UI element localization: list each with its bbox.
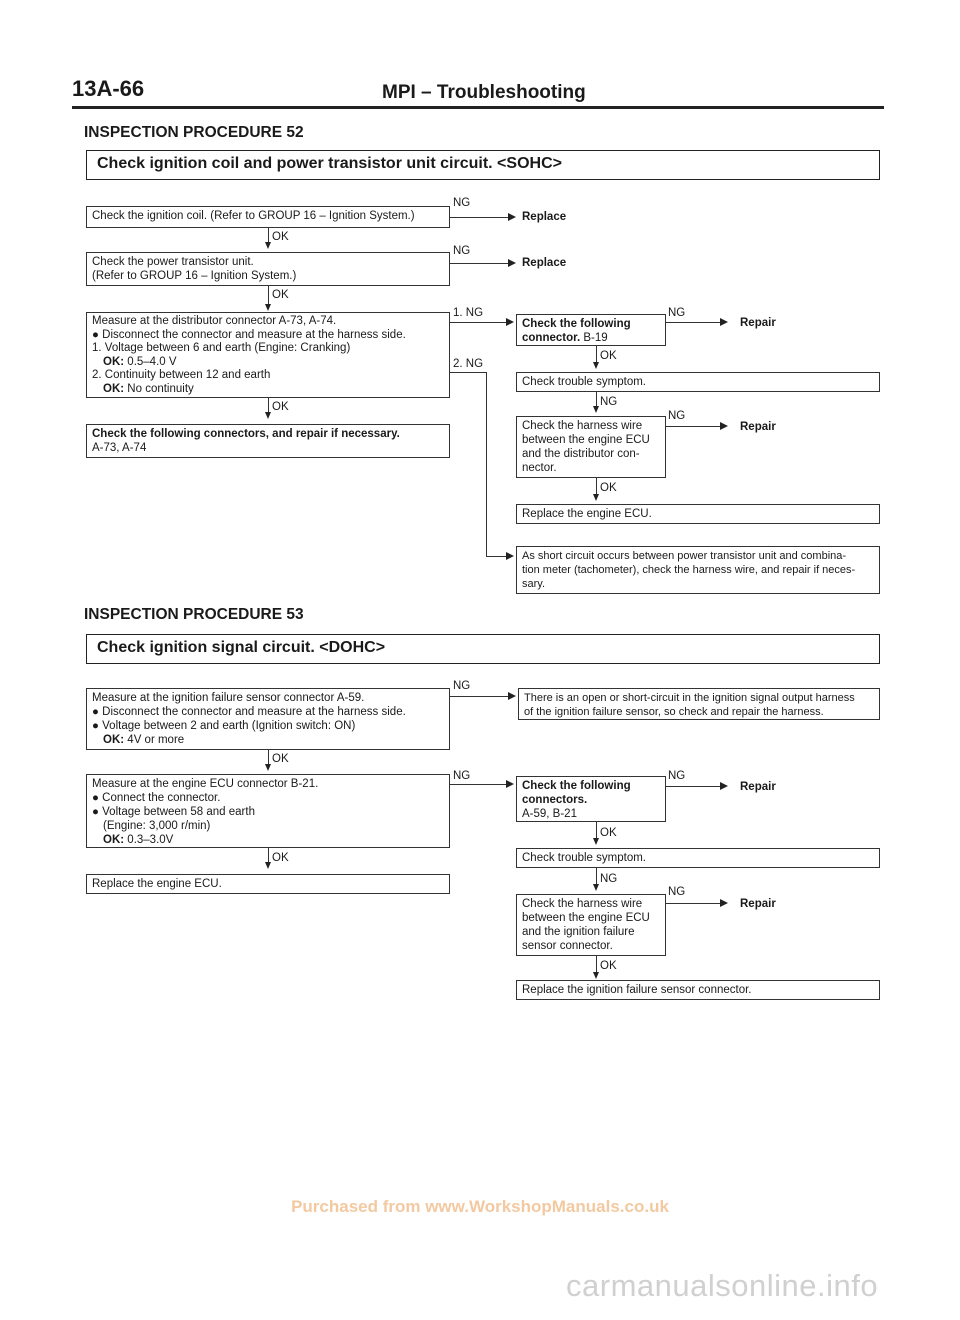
- proc52-step2-ng: NG: [453, 245, 471, 257]
- proc53-step2-line2: ● Connect the connector.: [92, 792, 221, 804]
- arrow-down-icon: [593, 972, 599, 979]
- proc52-step3-ok1-value: 0.5–4.0 V: [127, 355, 177, 368]
- proc53-step1-box: [86, 688, 450, 750]
- connector-line: [450, 322, 508, 323]
- proc53-step2-ok-value: 0.3–3.0V: [127, 834, 174, 846]
- proc52-conn-box: [516, 314, 666, 346]
- proc52-step3-line1: Measure at the distributor connector A-73, A-74.: [92, 315, 337, 327]
- proc53-step2-ng: NG: [453, 770, 471, 782]
- connector-line: [486, 372, 487, 556]
- watermark-text: Purchased from www.WorkshopManuals.co.uk: [291, 1197, 669, 1216]
- arrow-right-icon: [506, 552, 514, 560]
- proc53-harness-ng: NG: [668, 886, 686, 898]
- proc52-step2-line1: Check the power transistor unit.: [92, 256, 254, 268]
- connector-line: [450, 217, 508, 218]
- proc53-step1-ok: OK: [272, 753, 289, 765]
- proc53-conn-line1: Check the following: [522, 780, 631, 792]
- arrow-right-icon: [720, 782, 728, 790]
- proc53-harness-line3: and the ignition failure: [522, 926, 635, 938]
- proc52-harness-line3: and the distributor con-: [522, 448, 640, 460]
- proc52-trouble-box: [516, 372, 880, 392]
- arrow-down-icon: [593, 406, 599, 413]
- proc52-step4-line1: Check the following connectors, and repair if necessary.: [92, 428, 400, 440]
- arrow-down-icon: [265, 304, 271, 311]
- proc52-step3-line2: ● Disconnect the connector and measure at the harness side.: [92, 328, 406, 341]
- connector-line: [666, 426, 720, 427]
- proc52-step2-replace: Replace: [522, 257, 567, 269]
- proc53-step2-ok: OK: [272, 852, 289, 864]
- proc53-harness-line1: Check the harness wire: [522, 898, 643, 910]
- proc53-trouble-ng: NG: [600, 873, 618, 885]
- proc52-conn-line2: connector.: [522, 332, 581, 344]
- proc52-trouble-ng: NG: [600, 396, 618, 408]
- arrow-down-icon: [593, 494, 599, 501]
- proc52-short-line1: As short circuit occurs between power transistor unit and combina-: [522, 550, 847, 562]
- proc53-conn-line2: connectors.: [522, 794, 588, 806]
- proc52-short-line3: sary.: [522, 578, 546, 590]
- proc52-harness-ng: NG: [668, 410, 686, 422]
- proc53-replace-sensor-text: Replace the ignition failure sensor connector.: [522, 984, 752, 996]
- arrow-down-icon: [265, 412, 271, 419]
- proc52-replace-ecu-box: [516, 504, 880, 524]
- proc53-step1-line2: ● Disconnect the connector and measure at the harness side.: [92, 706, 406, 718]
- arrow-right-icon: [720, 899, 728, 907]
- header-rule: [72, 106, 884, 109]
- proc52-step4-box: [86, 424, 450, 458]
- proc52-harness-line2: between the engine ECU: [522, 434, 650, 446]
- page-number: 13A-66: [72, 76, 145, 101]
- connector-line: [666, 903, 720, 904]
- arrow-down-icon: [265, 862, 271, 869]
- connector-line: [268, 286, 269, 306]
- proc53-title: Check ignition signal circuit. <DOHC>: [86, 634, 880, 664]
- proc53-conn-ok: OK: [600, 827, 617, 839]
- connector-line: [450, 263, 508, 264]
- proc52-step3-ok2-label: OK:: [103, 382, 125, 395]
- proc52-step2-ok: OK: [272, 289, 289, 301]
- proc53-step1-line1: Measure at the ignition failure sensor connector A-59.: [92, 692, 365, 704]
- proc53-harness-repair: Repair: [740, 898, 776, 910]
- proc53-harness-box: [516, 894, 666, 956]
- proc53-conn-repair: Repair: [740, 781, 776, 793]
- proc53-heading: INSPECTION PROCEDURE 53: [84, 606, 304, 623]
- proc52-step3-line3: 1. Voltage between 6 and earth (Engine: Cranking): [92, 342, 351, 354]
- proc53-step2-line3: ● Voltage between 58 and earth: [92, 806, 255, 818]
- connector-line: [450, 784, 508, 785]
- proc52-step3-line4: 2. Continuity between 12 and earth: [92, 369, 271, 381]
- proc52-step3-ok2-value: No continuity: [127, 382, 194, 395]
- arrow-right-icon: [508, 692, 516, 700]
- proc52-step3-ok1-label: OK:: [103, 355, 125, 368]
- proc53-replace-ecu-text: Replace the engine ECU.: [92, 878, 222, 890]
- proc52-step1-ok: OK: [272, 231, 289, 243]
- arrow-right-icon: [506, 318, 514, 326]
- connector-line: [486, 556, 508, 557]
- proc52-title: Check ignition coil and power transistor unit circuit. <SOHC>: [86, 150, 880, 180]
- proc52-conn-ok: OK: [600, 350, 617, 362]
- proc52-step3-ng1: 1. NG: [453, 307, 484, 319]
- proc52-harness-repair: Repair: [740, 421, 776, 433]
- proc53-open-short-line2: of the ignition failure sensor, so check and repair the harness.: [524, 706, 824, 718]
- proc52-step1-text: Check the ignition coil. (Refer to GROUP 16 – Ignition System.): [92, 210, 415, 222]
- proc53-open-short-box: [518, 688, 880, 720]
- proc53-conn-ng: NG: [668, 770, 686, 782]
- arrow-right-icon: [720, 318, 728, 326]
- proc52-harness-box: [516, 416, 666, 478]
- proc52-step1-box: [86, 206, 450, 228]
- proc53-step1-line3: ● Voltage between 2 and earth (Ignition switch: ON): [92, 720, 356, 732]
- proc52-step1-ng: NG: [453, 197, 471, 209]
- proc52-harness-ok: OK: [600, 482, 617, 494]
- proc53-replace-ecu-box: [86, 874, 450, 894]
- proc52-heading: INSPECTION PROCEDURE 52: [84, 124, 304, 141]
- arrow-right-icon: [720, 422, 728, 430]
- proc52-step3-ng2: 2. NG: [453, 358, 484, 370]
- connector-line: [450, 696, 508, 697]
- proc52-harness-line1: Check the harness wire: [522, 420, 643, 432]
- proc52-conn-repair: Repair: [740, 317, 776, 329]
- proc53-step2-box: [86, 774, 450, 848]
- proc53-harness-line4: sensor connector.: [522, 940, 613, 952]
- connector-line: [666, 322, 720, 323]
- proc53-trouble-text: Check trouble symptom.: [522, 852, 646, 864]
- proc53-conn-ref: A-59, B-21: [522, 808, 577, 820]
- proc52-conn-ref: B-19: [583, 332, 608, 344]
- proc52-trouble-text: Check trouble symptom.: [522, 376, 646, 388]
- proc53-step2-line4: (Engine: 3,000 r/min): [103, 820, 211, 832]
- arrow-right-icon: [506, 780, 514, 788]
- arrow-right-icon: [508, 213, 516, 221]
- proc52-conn-line1: Check the following: [522, 318, 631, 330]
- proc52-harness-line4: nector.: [522, 462, 557, 474]
- proc53-replace-sensor-box: [516, 980, 880, 1000]
- arrow-down-icon: [265, 764, 271, 771]
- proc53-step2-ok-label: OK:: [103, 834, 125, 846]
- page-title: MPI – Troubleshooting: [382, 82, 586, 103]
- proc52-short-line2: tion meter (tachometer), check the harness wire, and repair if neces-: [522, 564, 856, 576]
- proc52-step1-replace: Replace: [522, 211, 567, 223]
- proc52-step2-line2: (Refer to GROUP 16 – Ignition System.): [92, 270, 297, 282]
- proc53-step1-ok-label: OK:: [103, 734, 125, 746]
- proc53-step1-ng: NG: [453, 680, 471, 692]
- arrow-down-icon: [593, 362, 599, 369]
- proc52-conn-ng: NG: [668, 307, 686, 319]
- proc53-step2-line1: Measure at the engine ECU connector B-21.: [92, 778, 319, 790]
- proc53-open-short-line1: There is an open or short-circuit in the ignition signal output harness: [524, 692, 855, 704]
- arrow-right-icon: [508, 259, 516, 267]
- proc52-short-box: [516, 546, 880, 594]
- proc53-harness-line2: between the engine ECU: [522, 912, 650, 924]
- proc53-trouble-box: [516, 848, 880, 868]
- proc52-step2-box: [86, 252, 450, 286]
- proc53-harness-ok: OK: [600, 960, 617, 972]
- connector-line: [450, 372, 486, 373]
- proc52-step3-ok: OK: [272, 401, 289, 413]
- proc53-step1-ok-value: 4V or more: [127, 734, 185, 746]
- connector-line: [666, 786, 720, 787]
- site-logo-text: carmanualsonline.info: [566, 1268, 879, 1303]
- proc53-conn-box: [516, 776, 666, 822]
- proc52-replace-ecu-text: Replace the engine ECU.: [522, 508, 652, 520]
- proc52-step4-line2: A-73, A-74: [92, 442, 147, 454]
- arrow-down-icon: [593, 884, 599, 891]
- arrow-down-icon: [265, 242, 271, 249]
- arrow-down-icon: [593, 838, 599, 845]
- proc52-step3-box: [86, 312, 450, 398]
